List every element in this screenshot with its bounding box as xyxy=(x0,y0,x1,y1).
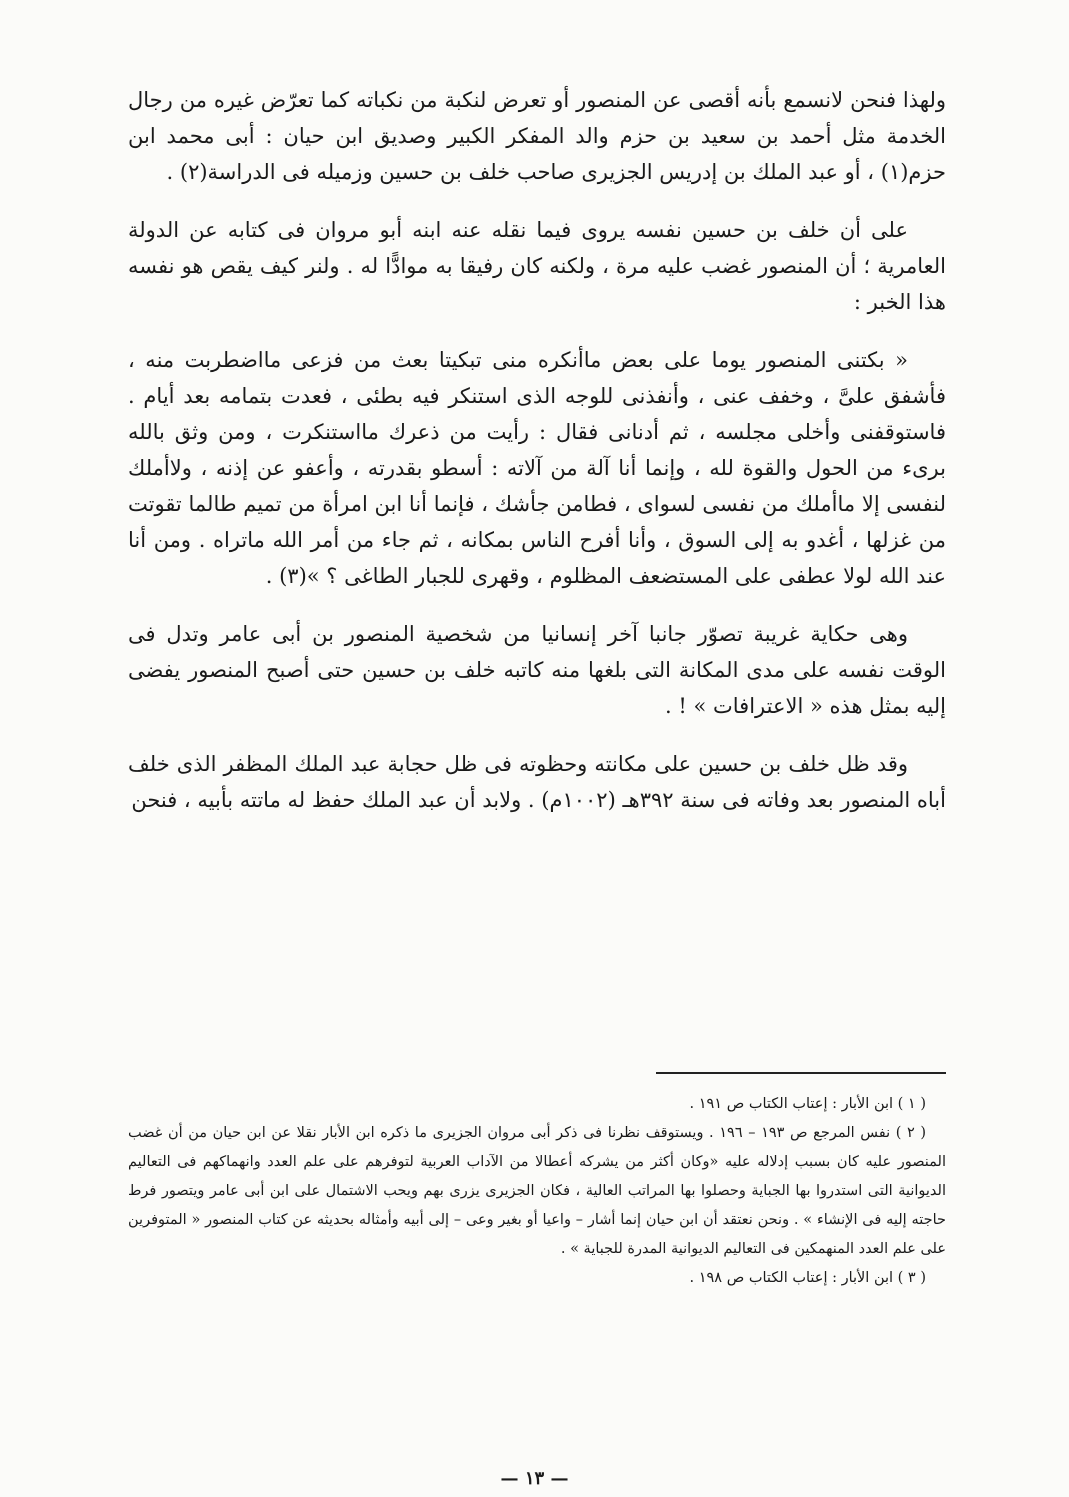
footnote-1: ( ١ ) ابن الأبار : إعتاب الكتاب ص ١٩١ . xyxy=(689,1096,926,1112)
paragraph-2: على أن خلف بن حسين نفسه يروى فيما نقله عنه ابنه أبو مروان فى كتابه عن الدولة العامرية ؛ أن المنصور غضب عليه مرة ، ولكنه كان رفيقا به موادًّا له . ولنر كيف يقص هو نفسه هذا الخبر : xyxy=(128,218,946,314)
paragraph-4: وهى حكاية غريبة تصوّر جانبا آخر إنسانيا من شخصية المنصور بن أبى عامر وتدل فى الوقت نفسه على مدى المكانة التى بلغها منه كاتبه خلف بن حسين حتى أصبح المنصور يفضى إليه بمثل هذه « الاعترافات » ! . xyxy=(128,622,946,718)
page-number: — ١٣ — xyxy=(500,1468,569,1489)
footnote-separator xyxy=(656,1072,946,1074)
footnotes xyxy=(128,1090,946,1293)
paragraph-1: ولهذا فنحن لانسمع بأنه أقصى عن المنصور أو تعرض لنكبة من نكباته كما تعرّض غيره من رجال الخدمة مثل أحمد بن سعيد بن حزم والد المفكر الكبير وصديق ابن حيان : أبى محمد ابن حزم(١) ، أو عبد الملك بن إدريس الجزيرى صاحب خلف بن حسين وزميله فى الدراسة(٢) . xyxy=(128,88,946,184)
footnote-3: ( ٣ ) ابن الأبار : إعتاب الكتاب ص ١٩٨ . xyxy=(689,1270,926,1286)
main-text xyxy=(128,82,946,818)
quoted-paragraph: « بكتنى المنصور يوما على بعض ماأنكره منى تبكيتا بعث من فزعى مااضطربت منه ، فأشفق علىَّ ، وخفف عنى ، وأنفذنى للوجه الذى استنكر فيه بطئى ، فعدت بتمامه بعد أيام . فاستوقفنى وأخلى مجلسه ، ثم أدنانى فقال : رأيت من ذعرك مااستنكرت ، ومن وثق بالله برىء من الحول والقوة لله ، وإنما أنا آلة من آلاته : أسطو بقدرته ، وأعفو عن إذنه ، ولاأملك لنفسى إلا ماأملك من نفسى لسواى ، فطامن جأشك ، فإنما أنا ابن امرأة من تميم طالما تقوتت من غزلها ، أغدو به إلى السوق ، وأنا أفرح الناس بمكانه ، ثم جاء من أمر الله ماتراه . ومن أنا عند الله لولا عطفى على المستضعف المظلوم ، وقهرى للجبار الطاغى ؟ »(٣) . xyxy=(128,348,946,588)
paragraph-5: وقد ظل خلف بن حسين على مكانته وحظوته فى ظل حجابة عبد الملك المظفر الذى خلف أباه المنصور بعد وفاته فى سنة ٣٩٢هـ (١٠٠٢م) . ولابد أن عبد الملك حفظ له ماتته بأبيه ، فنحن xyxy=(128,752,946,812)
footnote-2: ( ٢ ) نفس المرجع ص ١٩٣ – ١٩٦ . ويستوقف نظرنا فى ذكر أبى مروان الجزيرى ما ذكره ابن الأبار نقلا عن ابن حيان من أن غضب المنصور عليه كان بسبب إدلاله عليه «وكان أكثر من يشركه أعطالا من الآداب العربية لتوفرهم على علم العدد وانهماكهم فى التعاليم الديوانية التى استدروا بها الجباية وحصلوا بها المراتب العالية ، فكان الجزيرى يزرى بهم ويحب الاشتمال على ابن أبى عامر ويتصور فرط حاجته إليه فى الإنشاء » . ونحن نعتقد أن ابن حيان إنما أشار – واعيا أو بغير وعى – إلى أبيه وأمثاله بحديثه عن كتاب المنصور « المتوفرين على علم العدد المنهمكين فى التعاليم الديوانية المدرة للجباية » . xyxy=(128,1125,946,1257)
